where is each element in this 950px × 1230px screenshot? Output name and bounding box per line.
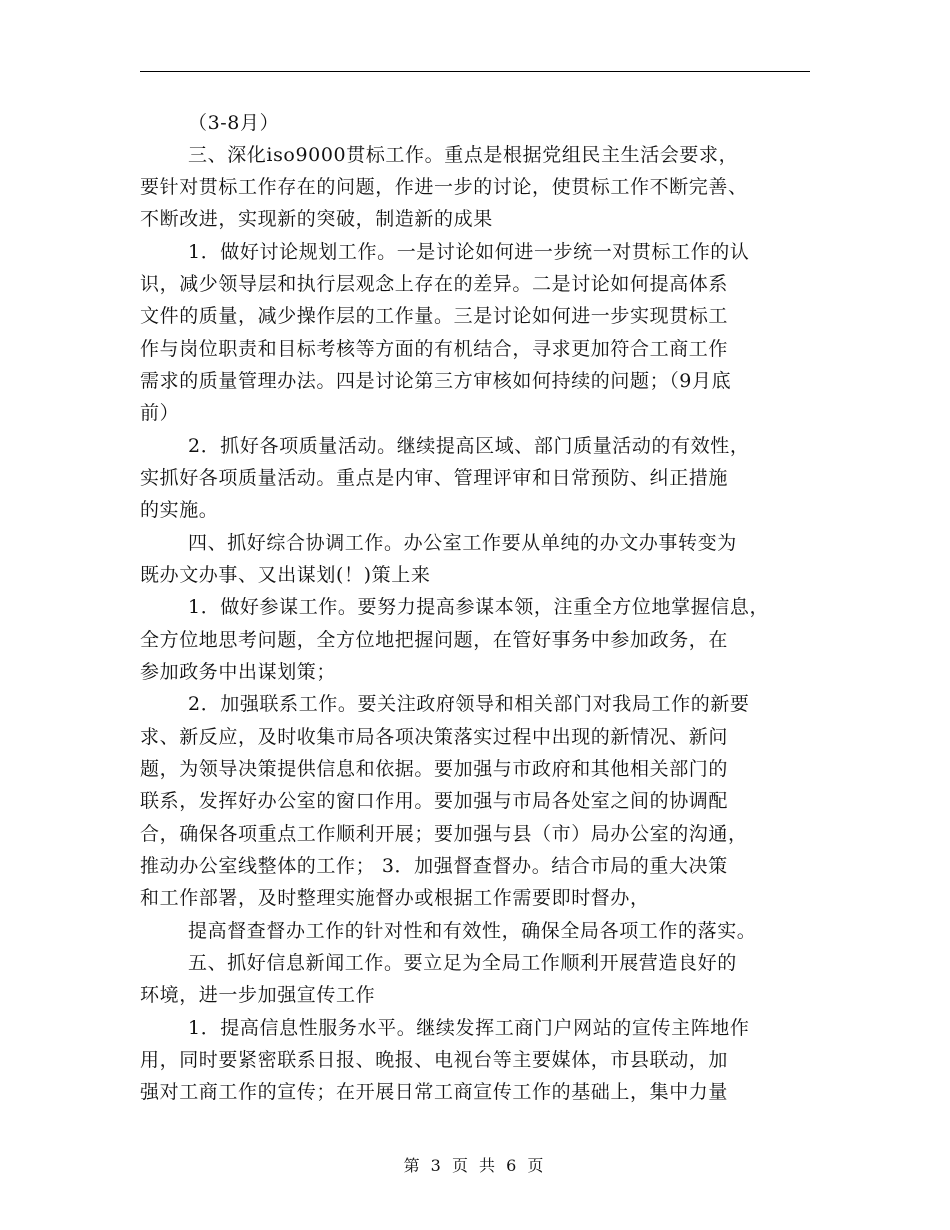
text-line: 强对工商工作的宣传；在开展日常工商宣传工作的基础上，集中力量 bbox=[140, 1081, 729, 1103]
text-line: 不断改进，实现新的突破，制造新的成果 bbox=[140, 208, 493, 230]
header-rule bbox=[140, 71, 810, 72]
text-line: 题，为领导决策提供信息和依据。要加强与市政府和其他相关部门的 bbox=[140, 758, 729, 780]
text-line: 1．做好讨论规划工作。一是讨论如何进一步统一对贯标工作的认 bbox=[188, 241, 750, 263]
text-line: 提高督查督办工作的针对性和有效性，确保全局各项工作的落实。 bbox=[188, 920, 757, 942]
text-line: 全方位地思考问题，全方位地把握问题，在管好事务中参加政务，在 bbox=[140, 629, 729, 651]
text-line: 1．提高信息性服务水平。继续发挥工商门户网站的宣传主阵地作 bbox=[188, 1017, 750, 1039]
text-line: 文件的质量，减少操作层的工作量。三是讨论如何进一步实现贯标工 bbox=[140, 305, 729, 327]
text-line: 既办文办事、又出谋划(！)策上来 bbox=[140, 564, 431, 586]
text-line: 环境，进一步加强宣传工作 bbox=[140, 984, 376, 1006]
text-line: 求、新反应，及时收集市局各项决策落实过程中出现的新情况、新问 bbox=[140, 726, 729, 748]
text-line: 前） bbox=[140, 402, 180, 424]
text-line: 1．做好参谋工作。要努力提高参谋本领，注重全方位地掌握信息， bbox=[188, 596, 770, 618]
text-line: 合，确保各项重点工作顺利开展；要加强与县（市）局办公室的沟通， bbox=[140, 823, 748, 845]
text-line: 推动办公室线整体的工作； 3．加强督查督办。结合市局的重大决策 bbox=[140, 855, 728, 877]
text-line: 作与岗位职责和目标考核等方面的有机结合，寻求更加符合工商工作 bbox=[140, 338, 729, 360]
text-line: 参加政务中出谋划策； bbox=[140, 661, 337, 683]
text-line: 2．抓好各项质量活动。继续提高区域、部门质量活动的有效性， bbox=[188, 435, 750, 457]
page-number: 第 3 页 共 6 页 bbox=[403, 1156, 547, 1175]
text-line: 用，同时要紧密联系日报、晚报、电视台等主要媒体，市县联动，加 bbox=[140, 1049, 729, 1071]
text-line: 2．加强联系工作。要关注政府领导和相关部门对我局工作的新要 bbox=[188, 693, 750, 715]
text-line: 实抓好各项质量活动。重点是内审、管理评审和日常预防、纠正措施 bbox=[140, 467, 729, 489]
text-line: 三、深化iso9000贯标工作。重点是根据党组民主生活会要求， bbox=[188, 144, 739, 166]
text-line: 要针对贯标工作存在的问题，作进一步的讨论，使贯标工作不断完善、 bbox=[140, 176, 748, 198]
text-line: 的实施。 bbox=[140, 499, 219, 521]
text-line: 和工作部署，及时整理实施督办或根据工作需要即时督办， bbox=[140, 887, 650, 909]
text-line: 五、抓好信息新闻工作。要立足为全局工作顺利开展营造良好的 bbox=[188, 952, 737, 974]
text-line: 识，减少领导层和执行层观念上存在的差异。二是讨论如何提高体系 bbox=[140, 273, 729, 295]
text-line: 需求的质量管理办法。四是讨论第三方审核如何持续的问题；（9月底 bbox=[140, 370, 732, 392]
text-line: （3-8月） bbox=[188, 112, 280, 134]
text-line: 四、抓好综合协调工作。办公室工作要从单纯的办文办事转变为 bbox=[188, 532, 737, 554]
text-line: 联系，发挥好办公室的窗口作用。要加强与市局各处室之间的协调配 bbox=[140, 790, 729, 812]
